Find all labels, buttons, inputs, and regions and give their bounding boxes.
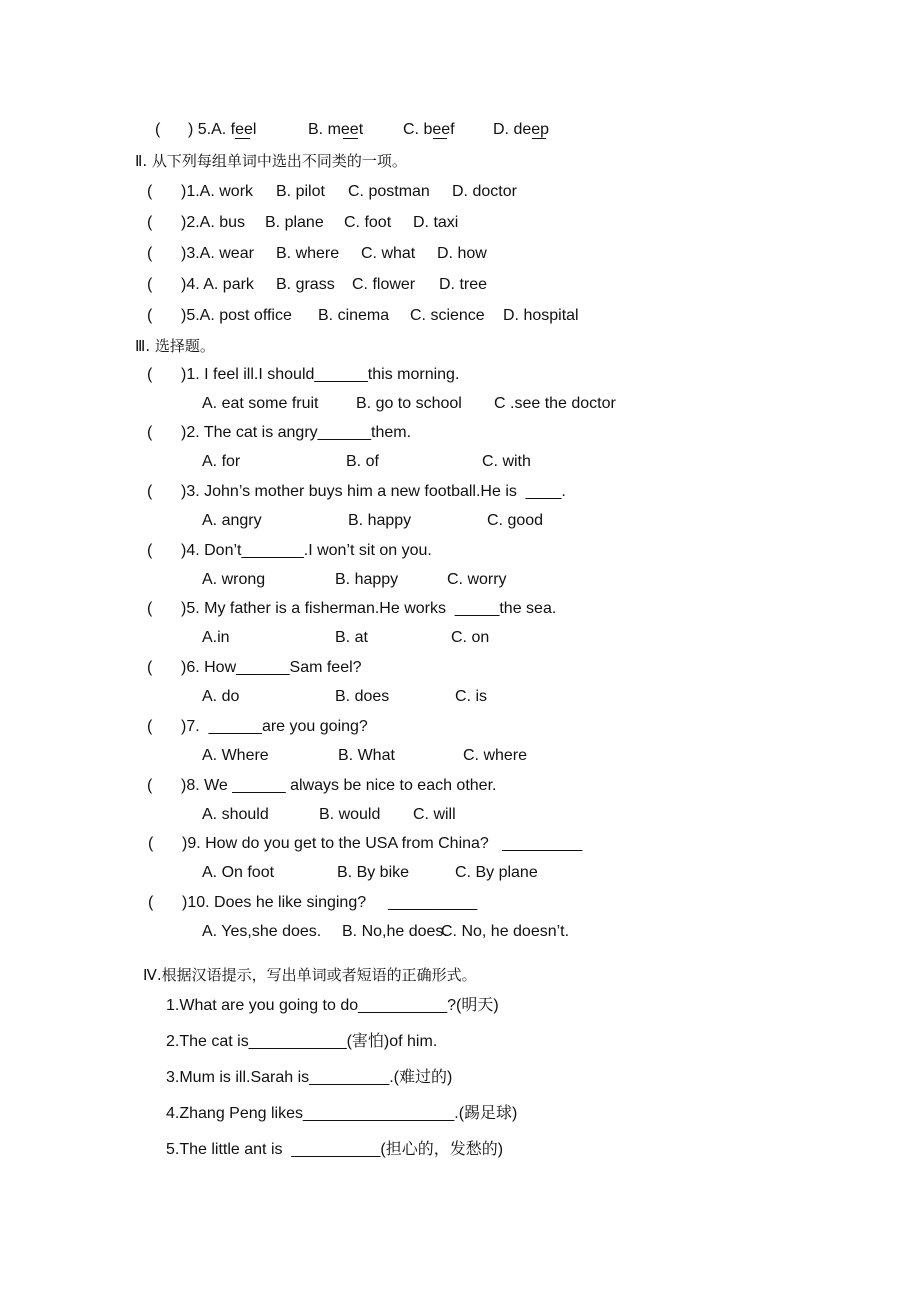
- fill-in-item: 2.The cat is___________(害怕)of him.: [166, 1033, 438, 1050]
- option-b: B. plane: [265, 214, 324, 231]
- option-c: C. beef: [403, 121, 455, 138]
- option-b: B. where: [276, 245, 340, 262]
- option-c: C. By plane: [455, 864, 538, 881]
- option-d: D. tree: [439, 276, 488, 293]
- option-b: B. What: [338, 747, 395, 764]
- option-b: B. would: [319, 806, 381, 823]
- paren: (: [148, 835, 154, 852]
- option-c: C. flower: [352, 276, 416, 293]
- question-text: )1. I feel ill.I should______this morning.: [181, 366, 460, 383]
- option-b: B. By bike: [337, 864, 410, 881]
- paren: (: [147, 424, 153, 441]
- letter-underline: [235, 138, 250, 139]
- section-heading: Ⅲ. 选择题。: [135, 337, 215, 355]
- fill-in-item: 3.Mum is ill.Sarah is_________.(难过的): [166, 1069, 453, 1086]
- option-b: B. does: [335, 688, 390, 705]
- question-text: )3. John’s mother buys him a new football.He is ____.: [181, 483, 566, 500]
- option-c: C. what: [361, 245, 416, 262]
- paren: (: [147, 718, 153, 735]
- option-d: D. hospital: [503, 307, 579, 324]
- option-c: C. science: [410, 307, 485, 324]
- paren: (: [147, 483, 153, 500]
- option-a: A. should: [202, 806, 269, 823]
- option-c: C .see the doctor: [494, 395, 616, 412]
- paren: (: [147, 307, 153, 324]
- question-text: )6. How______Sam feel?: [181, 659, 362, 676]
- option-c: C. worry: [447, 571, 507, 588]
- option-a: A. Yes,she does.: [202, 923, 322, 940]
- paren: (: [148, 894, 154, 911]
- option-c: C. good: [487, 512, 544, 529]
- question-text: )4. A. park: [181, 276, 254, 293]
- fill-in-item: 1.What are you going to do__________?(明天): [166, 997, 499, 1014]
- question-text: )7. ______are you going?: [181, 718, 368, 735]
- paren: (: [147, 366, 153, 383]
- question-text: )8. We ______ always be nice to each other.: [181, 777, 497, 794]
- option-c: C. postman: [348, 183, 430, 200]
- letter-underline: [532, 138, 546, 139]
- option-a: A. eat some fruit: [202, 395, 319, 412]
- option-b: B. No,he does.: [342, 923, 448, 940]
- option-c: C. foot: [344, 214, 392, 231]
- letter-underline: [343, 138, 358, 139]
- option-a: A. angry: [202, 512, 262, 529]
- question-text: )10. Does he like singing? __________: [182, 894, 478, 911]
- option-a: A. Where: [202, 747, 269, 764]
- section-heading: Ⅱ. 从下列每组单词中选出不同类的一项。: [135, 152, 407, 170]
- paren: (: [147, 245, 153, 262]
- option-a: A. wrong: [202, 571, 266, 588]
- paren: (: [147, 777, 153, 794]
- paren: (: [147, 659, 153, 676]
- question-text: )3.A. wear: [181, 245, 254, 262]
- option-b: B. grass: [276, 276, 335, 293]
- option-c: C. on: [451, 629, 490, 646]
- option-b: B. at: [335, 629, 368, 646]
- option-b: B. of: [346, 453, 379, 470]
- option-c: C. is: [455, 688, 487, 705]
- option-b: B. go to school: [356, 395, 462, 412]
- paren: (: [147, 276, 153, 293]
- option-a: A.in: [202, 629, 230, 646]
- option-d: D. how: [437, 245, 487, 262]
- question-text: ) 5.A. feel: [188, 121, 257, 138]
- option-b: B. cinema: [318, 307, 390, 324]
- question-text: )5.A. post office: [181, 307, 292, 324]
- option-b: B. pilot: [276, 183, 325, 200]
- fill-in-item: 5.The little ant is __________(担心的，发愁的): [166, 1141, 504, 1158]
- paren: (: [147, 542, 153, 559]
- paren: (: [147, 214, 153, 231]
- option-d: D. deep: [493, 121, 550, 138]
- option-c: C. with: [482, 453, 531, 470]
- question-text: )4. Don’t_______.I won’t sit on you.: [181, 542, 432, 559]
- option-d: D. taxi: [413, 214, 459, 231]
- question-text: )2.A. bus: [181, 214, 246, 231]
- option-b: B. meet: [308, 121, 364, 138]
- question-text: )9. How do you get to the USA from China? _________: [182, 835, 583, 852]
- option-a: A. do: [202, 688, 240, 705]
- paren: (: [147, 183, 153, 200]
- fill-in-item: 4.Zhang Peng likes_________________.(踢足球): [166, 1105, 518, 1122]
- option-c: C. will: [413, 806, 456, 823]
- question-text: )5. My father is a fisherman.He works _____the sea.: [181, 600, 557, 617]
- option-c: C. where: [463, 747, 528, 764]
- paren: (: [155, 121, 161, 138]
- letter-underline: [433, 138, 447, 139]
- option-b: B. happy: [348, 512, 412, 529]
- option-c: C. No, he doesn’t.: [441, 923, 570, 940]
- option-b: B. happy: [335, 571, 399, 588]
- option-a: A. On foot: [202, 864, 275, 881]
- paren: (: [147, 600, 153, 617]
- question-text: )2. The cat is angry______them.: [181, 424, 412, 441]
- question-text: )1.A. work: [181, 183, 254, 200]
- section-heading: Ⅳ.根据汉语提示，写出单词或者短语的正确形式。: [143, 966, 477, 984]
- option-d: D. doctor: [452, 183, 517, 200]
- option-a: A. for: [202, 453, 241, 470]
